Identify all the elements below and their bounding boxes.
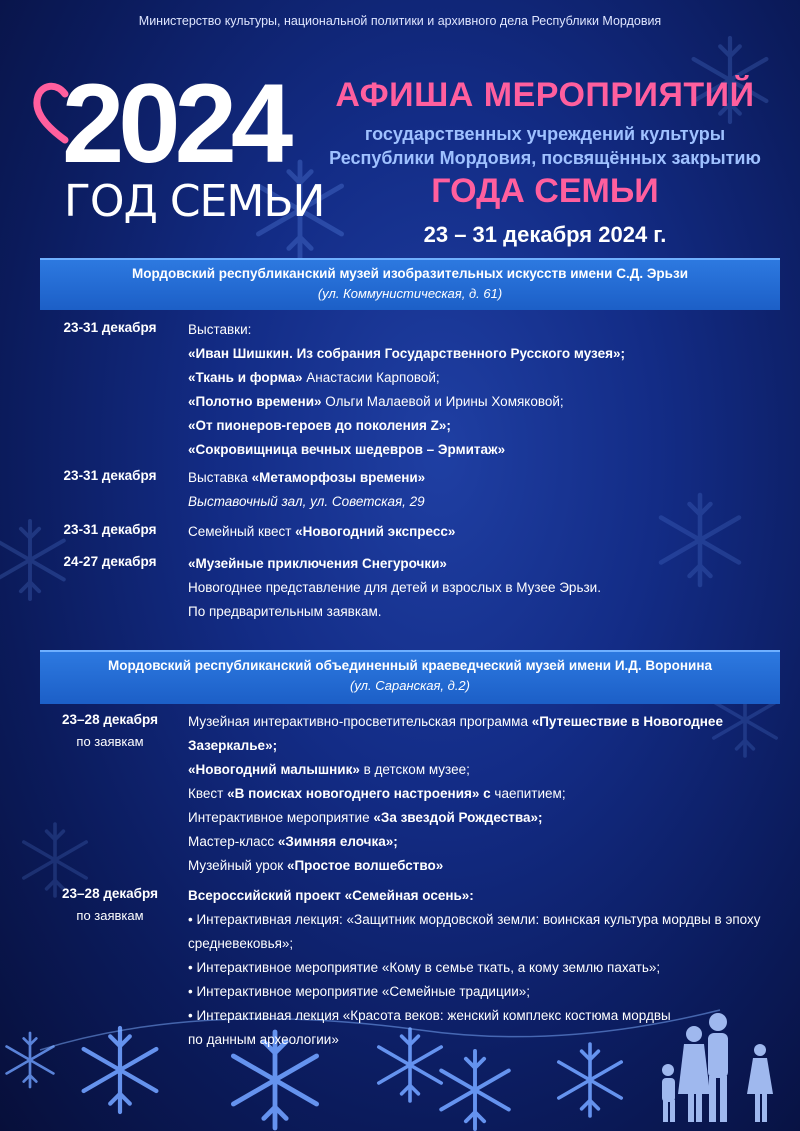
event-line: [188, 390, 778, 414]
page-title: АФИША МЕРОПРИЯТИЙ: [335, 76, 755, 114]
event-line: [188, 806, 778, 830]
event-text: Музейный урок: [188, 858, 287, 873]
event-text: «Музейные приключения Снегурочки»: [188, 556, 447, 571]
event-line: [188, 438, 778, 462]
event-text: Новогоднее представление для детей и взрослых в Музее Эрьзи.: [188, 580, 601, 595]
event-text: Интерактивное мероприятие: [188, 810, 374, 825]
event-line: [188, 932, 778, 956]
event-line: [188, 600, 778, 624]
event-text: «Путешествие в Новогоднее: [531, 714, 723, 729]
event-line: [188, 884, 778, 908]
event-line: [188, 734, 778, 758]
event-line: [188, 576, 778, 600]
page-subtitle: [300, 122, 790, 170]
event-text: Всероссийский проект «Семейная осень»:: [188, 888, 474, 903]
event-lines: [188, 318, 778, 462]
event-text: • Интерактивная лекция: «Защитник мордовской земли: воинская культура мордвы в эпоху: [188, 912, 761, 927]
event-text: • Интерактивное мероприятие «Семейные традиции»;: [188, 984, 531, 999]
event-text: Мастер-класс: [188, 834, 278, 849]
event-text: Выставки:: [188, 322, 252, 337]
subtitle-line-2: Республики Мордовия, посвящённых закрытию: [329, 148, 761, 168]
event-text: в детском музее;: [359, 762, 470, 777]
museum-header-2: [40, 650, 780, 704]
event-text: Семейный квест: [188, 524, 296, 539]
museum-address: (ул. Саранская, д.2): [349, 678, 470, 693]
event-text: Квест: [188, 786, 228, 801]
event-text: «Новогодний малышник»: [188, 762, 360, 777]
event-text: по данным археологии»: [188, 1032, 339, 1047]
event-line: [188, 980, 778, 1004]
event-text: «Сокровищница вечных шедевров – Эрмитаж»: [188, 442, 506, 457]
event-text: Анастасии Карповой;: [302, 370, 440, 385]
event-line: [188, 1028, 778, 1052]
event-line: [188, 520, 778, 544]
event-text: «Простое волшебство»: [286, 858, 444, 873]
event-line: [188, 1004, 778, 1028]
year-title: ГОДА СЕМЬИ: [431, 172, 659, 210]
event-location: Выставочный зал, ул. Советская, 29: [188, 494, 425, 509]
event-text: «За звездой Рождества»;: [373, 810, 543, 825]
event-note: по заявкам: [76, 908, 144, 923]
event-line: [188, 710, 778, 734]
event-text: Ольги Малаевой и Ирины Хомяковой;: [321, 394, 564, 409]
event-date: 23-31 декабря: [63, 320, 157, 335]
event-line: [188, 782, 778, 806]
event-line: [188, 854, 778, 878]
event-note: по заявкам: [76, 734, 144, 749]
event-lines: [188, 710, 778, 878]
event-text: Зазеркалье»;: [188, 738, 278, 753]
event-date: 24-27 декабря: [63, 554, 157, 569]
event-lines: [188, 884, 778, 1052]
event-text: «Ткань и форма»: [188, 370, 303, 385]
event-lines: [188, 552, 778, 624]
event-text: «В поисках новогоднего настроения» с: [227, 786, 491, 801]
event-text: Музейная интерактивно-просветительская программа: [188, 714, 532, 729]
event-text: По предварительным заявкам.: [188, 604, 382, 619]
event-line: [188, 466, 778, 490]
event-lines: [188, 466, 778, 514]
event-text: средневековья»;: [188, 936, 294, 951]
event-line: [188, 342, 778, 366]
event-date: 23-31 декабря: [63, 522, 157, 537]
event-text: чаепитием;: [490, 786, 566, 801]
event-text: • Интерактивная лекция «Красота веков: женский комплекс костюма мордвы: [188, 1008, 671, 1023]
event-line: [188, 552, 778, 576]
museum-name: Мордовский республиканский музей изобразительных искусств имени С.Д. Эрьзи: [132, 266, 688, 281]
ministry-caption: Министерство культуры, национальной политики и архивного дела Республики Мордовия: [138, 14, 662, 28]
museum-address: (ул. Коммунистическая, д. 61): [317, 286, 503, 301]
event-line: [188, 908, 778, 932]
event-text: «От пионеров-героев до поколения Z»;: [188, 418, 451, 433]
event-text: «Зимняя елочка»;: [277, 834, 398, 849]
event-line: [188, 956, 778, 980]
logo-subtitle: ГОД СЕМЬИ: [64, 176, 325, 227]
event-line: [188, 318, 778, 342]
date-range: 23 – 31 декабря 2024 г.: [423, 222, 667, 247]
subtitle-line-1: государственных учреждений культуры: [364, 124, 726, 144]
event-line: [188, 830, 778, 854]
event-text: «Новогодний экспресс»: [295, 524, 456, 539]
event-text: «Полотно времени»: [188, 394, 322, 409]
logo-year: 2024: [62, 61, 288, 186]
event-date: 23-31 декабря: [63, 468, 157, 483]
event-line: [188, 414, 778, 438]
event-text: «Иван Шишкин. Из собрания Государственного Русского музея»;: [188, 346, 625, 361]
event-date: 23–28 декабря: [62, 886, 158, 901]
event-line: [188, 758, 778, 782]
event-text: Выставка: [188, 470, 252, 485]
event-text: «Метаморфозы времени»: [251, 470, 426, 485]
museum-header-1: [40, 258, 780, 310]
event-date: 23–28 декабря: [62, 712, 158, 727]
event-lines: [188, 520, 778, 544]
event-text: • Интерактивное мероприятие «Кому в семье ткать, а кому землю пахать»;: [188, 960, 661, 975]
museum-name: Мордовский республиканский объединенный краеведческий музей имени И.Д. Воронина: [107, 658, 713, 673]
event-line: [188, 366, 778, 390]
